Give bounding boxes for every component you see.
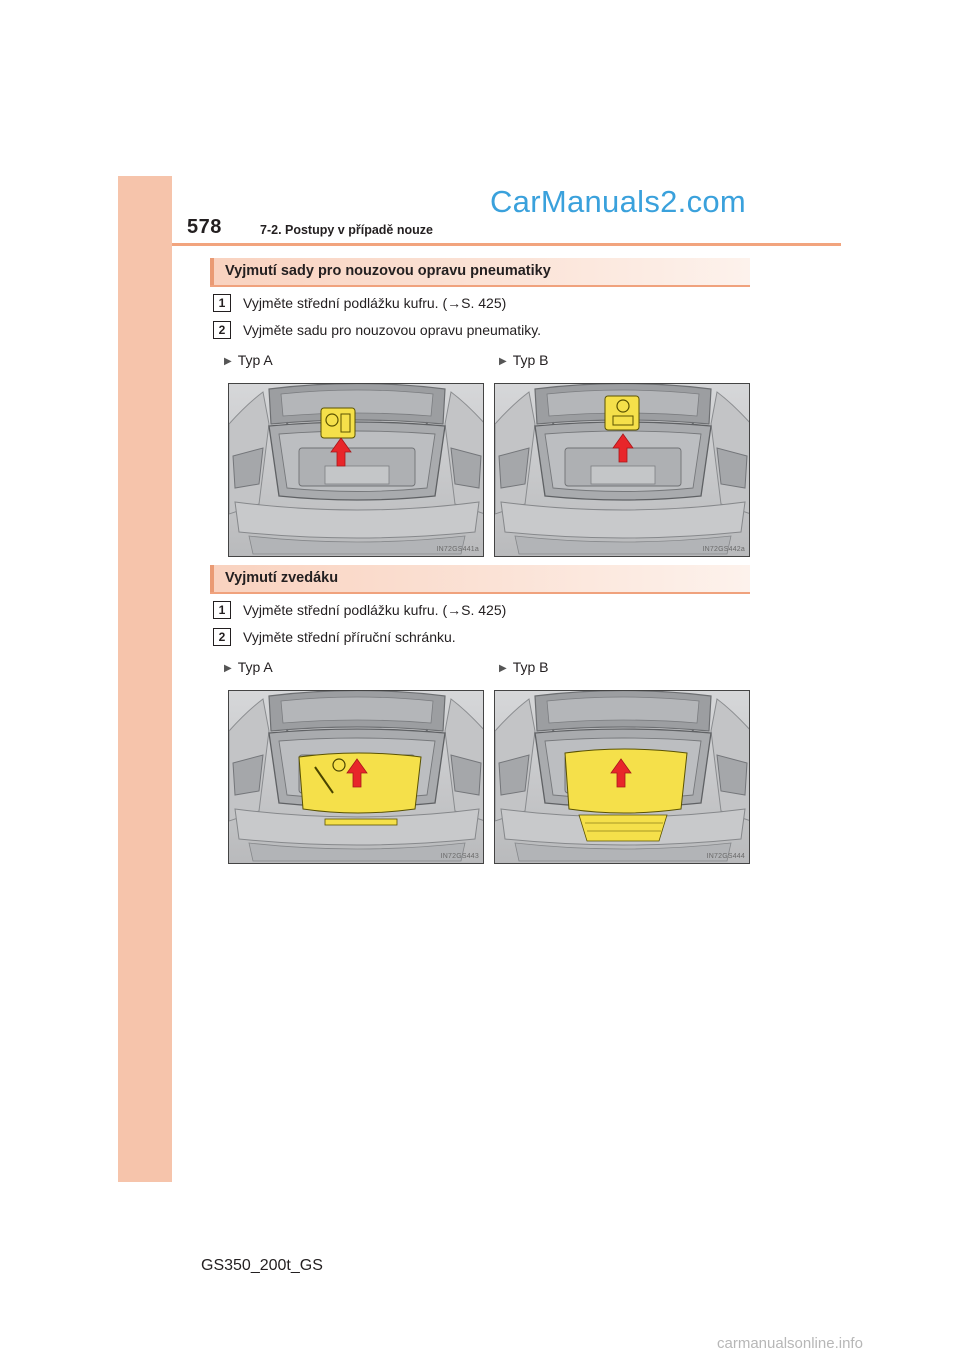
section-title-text: Vyjmutí zvedáku xyxy=(225,570,339,586)
figure-repair-kit-type-b xyxy=(494,383,750,557)
figure-code: IN72GS441a xyxy=(436,546,479,553)
header-section-title: 7-2. Postupy v případě nouze xyxy=(260,223,433,237)
triangle-right-icon: ▶ xyxy=(224,356,232,367)
step-text: Vyjměte střední příruční schránku. xyxy=(243,629,456,645)
triangle-right-icon: ▶ xyxy=(224,663,232,674)
figure-label-type-a: ▶ Typ A xyxy=(224,352,273,368)
page-number: 578 xyxy=(187,216,222,238)
step-text: Vyjměte střední podlážku kufru. (→S. 425) xyxy=(243,295,507,311)
header-rule xyxy=(172,243,841,246)
step-number: 1 xyxy=(213,294,231,312)
triangle-right-icon: ▶ xyxy=(499,356,507,367)
watermark-bottom: carmanualsonline.info xyxy=(717,1335,863,1352)
figure-jack-type-b xyxy=(494,690,750,864)
figure-code: IN72GS444 xyxy=(706,853,745,860)
section-title-jack xyxy=(210,565,750,594)
section-title-repair-kit xyxy=(210,258,750,287)
step-number: 1 xyxy=(213,601,231,619)
figure-code: IN72GS442a xyxy=(702,546,745,553)
step-number: 2 xyxy=(213,628,231,646)
figure-label-type-a: ▶ Typ A xyxy=(224,659,273,675)
figure-jack-type-a xyxy=(228,690,484,864)
figure-repair-kit-type-a xyxy=(228,383,484,557)
watermark-top: CarManuals2.com xyxy=(490,184,747,219)
triangle-right-icon: ▶ xyxy=(499,663,507,674)
step-text: Vyjměte střední podlážku kufru. (→S. 425) xyxy=(243,602,507,618)
side-band xyxy=(118,176,172,1182)
figure-label-type-b: ▶ Typ B xyxy=(499,659,549,675)
figure-code: IN72GS443 xyxy=(440,853,479,860)
step-number: 2 xyxy=(213,321,231,339)
figure-label-type-b: ▶ Typ B xyxy=(499,352,549,368)
step-text: Vyjměte sadu pro nouzovou opravu pneumatiky. xyxy=(243,322,542,338)
footer-model: GS350_200t_GS xyxy=(201,1257,323,1274)
section-title-text: Vyjmutí sady pro nouzovou opravu pneumatiky xyxy=(225,263,551,279)
